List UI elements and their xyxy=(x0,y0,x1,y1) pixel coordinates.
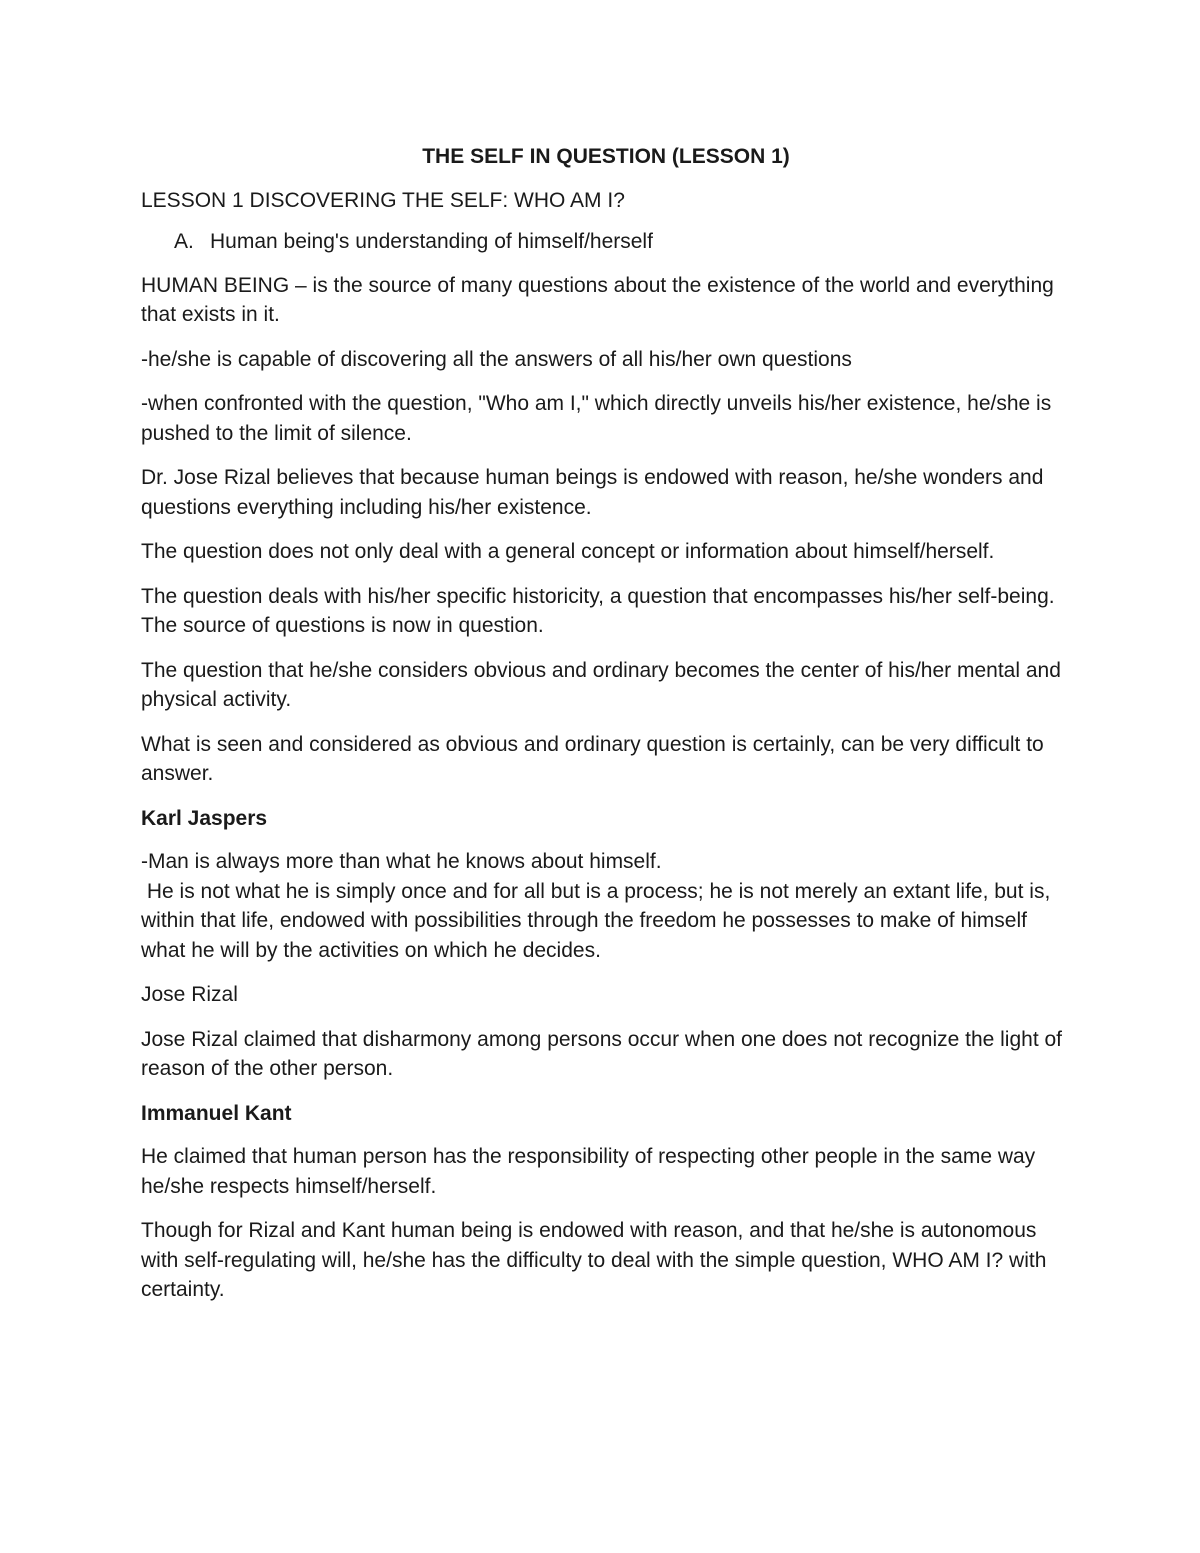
closing-text: Though for Rizal and Kant human being is endowed with reason, and that he/she is autonomous with self-regulating will, he/she has the difficulty to deal with the simple question, WHO AM I? with certainty. xyxy=(141,1219,1047,1301)
jaspers-line-1: -Man is always more than what he knows about himself. xyxy=(141,850,662,873)
jaspers-line-2: He is not what he is simply once and for all but is a process; he is not merely an extant life, but is, within that life, endowed with possibilities through the freedom he possesses to make of himself what he will by the activities on which he decides. xyxy=(141,879,1057,962)
document-title: THE SELF IN QUESTION (LESSON 1) xyxy=(422,145,790,168)
paragraph-capable: -he/she is capable of discovering all the answers of all his/her own questions xyxy=(141,347,852,371)
heading-karl-jaspers: Karl Jaspers xyxy=(141,806,268,830)
list-item-text: Human being's understanding of himself/herself xyxy=(210,230,653,253)
paragraph-general-concept: The question does not only deal with a general concept or information about himself/herself. xyxy=(141,540,995,563)
paragraph-obvious-center: The question that he/she considers obvious and ordinary becomes the center of his/her mental and physical activity. xyxy=(141,658,1061,711)
paragraph-difficult: What is seen and considered as obvious and ordinary question is certainly, can be very difficult to answer. xyxy=(141,732,1044,785)
lesson-heading: LESSON 1 DISCOVERING THE SELF: WHO AM I? xyxy=(141,188,625,212)
paragraph-confronted: -when confronted with the question, "Who am I," which directly unveils his/her existence, he/she is pushed to the limit of silence. xyxy=(141,392,1052,445)
paragraph-rizal-reason: Dr. Jose Rizal believes that because human beings is endowed with reason, he/she wonders and questions everything including his/her existence. xyxy=(141,466,1044,519)
kant-text: He claimed that human person has the responsibility of respecting other people in the same way he/she respects himself/herself. xyxy=(141,1145,1036,1198)
rizal-text: Jose Rizal claimed that disharmony among persons occur when one does not recognize the light of reason of the other person. xyxy=(141,1027,1063,1080)
heading-jose-rizal: Jose Rizal xyxy=(141,983,238,1006)
paragraph-human-being: HUMAN BEING – is the source of many questions about the existence of the world and everything that exists in it. xyxy=(141,273,1054,326)
document-body xyxy=(141,142,1071,1320)
list-marker: A. xyxy=(174,230,194,253)
heading-immanuel-kant: Immanuel Kant xyxy=(141,1101,292,1125)
paragraph-historicity: The question deals with his/her specific historicity, a question that encompasses his/her self-being. The source of questions is now in question. xyxy=(141,584,1055,637)
list-item xyxy=(141,227,1071,257)
